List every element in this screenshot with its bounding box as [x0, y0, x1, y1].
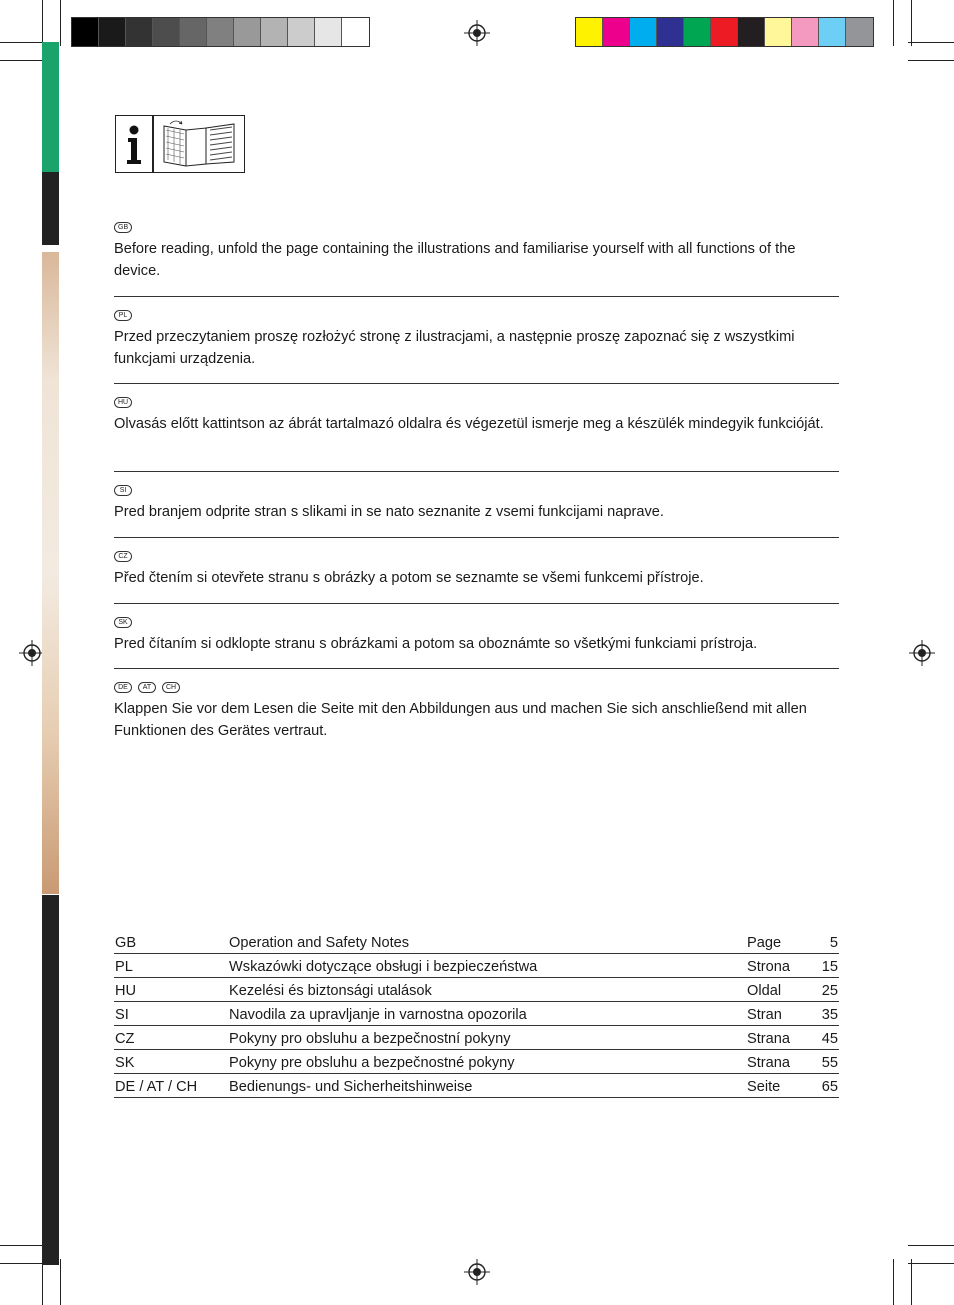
- language-block: [114, 310, 839, 370]
- toc-label: Operation and Safety Notes: [228, 930, 746, 954]
- toc-label: Bedienungs- und Sicherheitshinweise: [228, 1074, 746, 1098]
- country-badge: SK: [114, 617, 132, 628]
- language-block: [114, 682, 839, 742]
- calibration-swatch: [99, 18, 126, 46]
- registration-mark-icon: [464, 1259, 490, 1285]
- country-badge: CZ: [114, 551, 132, 562]
- unfold-page-icon: [153, 115, 245, 173]
- country-badges: [114, 310, 839, 322]
- toc-code: DE / AT / CH: [114, 1074, 228, 1098]
- calibration-swatch: [684, 18, 711, 46]
- toc-row: [114, 954, 839, 978]
- calibration-swatch: [603, 18, 630, 46]
- toc-pnum: 35: [810, 1002, 839, 1026]
- calibration-swatch: [315, 18, 342, 46]
- registration-mark-icon: [464, 20, 490, 46]
- toc-row: [114, 978, 839, 1002]
- toc-pnum: 45: [810, 1026, 839, 1050]
- calibration-swatch: [792, 18, 819, 46]
- toc-pword: Seite: [746, 1074, 810, 1098]
- instruction-text: Před čtením si otevřete stranu s obrázky a potom se seznamte se všemi funkcemi přístroje.: [114, 570, 704, 586]
- toc-label: Pokyny pro obsluhu a bezpečnostní pokyny: [228, 1026, 746, 1050]
- toc-pnum: 25: [810, 978, 839, 1002]
- toc-row: [114, 1002, 839, 1026]
- toc-row: [114, 1026, 839, 1050]
- country-badge: GB: [114, 222, 132, 233]
- country-badge: CH: [162, 682, 180, 693]
- divider: [114, 296, 839, 297]
- divider: [114, 383, 839, 384]
- calibration-swatch: [657, 18, 684, 46]
- toc-pword: Strona: [746, 954, 810, 978]
- instruction-text: Pred branjem odprite stran s slikami in se nato seznanite z vsemi funkcijami naprave.: [114, 504, 664, 520]
- calibration-swatch: [819, 18, 846, 46]
- country-badges: [114, 551, 839, 563]
- calibration-swatch: [207, 18, 234, 46]
- language-block: [114, 485, 839, 523]
- country-badge: AT: [138, 682, 156, 693]
- toc-label: Kezelési és biztonsági utalások: [228, 978, 746, 1002]
- table-of-contents: [114, 930, 839, 1098]
- country-badge: SI: [114, 485, 132, 496]
- calibration-swatch: [711, 18, 738, 46]
- calibration-swatch: [126, 18, 153, 46]
- toc-pnum: 15: [810, 954, 839, 978]
- language-block: [114, 222, 839, 282]
- divider: [114, 668, 839, 669]
- toc-row: [114, 1074, 839, 1098]
- calibration-swatch: [72, 18, 99, 46]
- country-badges: [114, 222, 839, 234]
- toc-code: SI: [114, 1002, 228, 1026]
- toc-pword: Oldal: [746, 978, 810, 1002]
- country-badges: [114, 617, 839, 629]
- toc-label: Pokyny pre obsluhu a bezpečnostné pokyny: [228, 1050, 746, 1074]
- toc-pword: Strana: [746, 1026, 810, 1050]
- calibration-swatch: [630, 18, 657, 46]
- info-icon: [115, 115, 153, 173]
- calibration-swatch: [288, 18, 315, 46]
- country-badge: HU: [114, 397, 132, 408]
- toc-label: Wskazówki dotyczące obsługi i bezpieczeństwa: [228, 954, 746, 978]
- toc-pnum: 55: [810, 1050, 839, 1074]
- toc-pnum: 5: [810, 930, 839, 954]
- calibration-swatch: [153, 18, 180, 46]
- calibration-swatch: [765, 18, 792, 46]
- instruction-text: Pred čítaním si odklopte stranu s obrázkami a potom sa oboznámte so všetkými funkciami prístroja.: [114, 636, 758, 652]
- country-badge: DE: [114, 682, 132, 693]
- color-calibration-bar: [575, 17, 874, 47]
- toc-pword: Strana: [746, 1050, 810, 1074]
- toc-code: PL: [114, 954, 228, 978]
- divider: [114, 537, 839, 538]
- divider: [114, 471, 839, 472]
- toc-row: [114, 930, 839, 954]
- registration-mark-icon: [909, 640, 935, 666]
- calibration-swatch: [180, 18, 207, 46]
- grayscale-calibration-bar: [71, 17, 370, 47]
- calibration-swatch: [234, 18, 261, 46]
- toc-row: [114, 1050, 839, 1074]
- language-block: [114, 551, 839, 589]
- toc-code: HU: [114, 978, 228, 1002]
- language-block: [114, 397, 839, 435]
- calibration-swatch: [846, 18, 873, 46]
- calibration-swatch: [576, 18, 603, 46]
- toc-pword: Page: [746, 930, 810, 954]
- toc-code: SK: [114, 1050, 228, 1074]
- country-badges: [114, 485, 839, 497]
- toc-code: CZ: [114, 1026, 228, 1050]
- toc-label: Navodila za upravljanje in varnostna opozorila: [228, 1002, 746, 1026]
- toc-pnum: 65: [810, 1074, 839, 1098]
- country-badges: [114, 682, 839, 694]
- country-badges: [114, 397, 839, 409]
- toc-code: GB: [114, 930, 228, 954]
- instruction-text: Przed przeczytaniem proszę rozłożyć stronę z ilustracjami, a następnie proszę zapoznać się z wszystkimi funkcjami urządzenia.: [114, 329, 795, 367]
- instruction-text: Klappen Sie vor dem Lesen die Seite mit den Abbildungen aus und machen Sie sich anschließend mit allen Funktionen des Gerätes vertraut.: [114, 701, 807, 739]
- toc-pword: Stran: [746, 1002, 810, 1026]
- instruction-text: Before reading, unfold the page containing the illustrations and familiarise yourself with all functions of the device.: [114, 241, 796, 279]
- language-block: [114, 617, 839, 655]
- instruction-text: Olvasás előtt kattintson az ábrát tartalmazó oldalra és végezetül ismerje meg a készülék mindegyik funkcióját.: [114, 416, 824, 432]
- divider: [114, 603, 839, 604]
- calibration-swatch: [738, 18, 765, 46]
- calibration-swatch: [261, 18, 288, 46]
- calibration-swatch: [342, 18, 369, 46]
- country-badge: PL: [114, 310, 132, 321]
